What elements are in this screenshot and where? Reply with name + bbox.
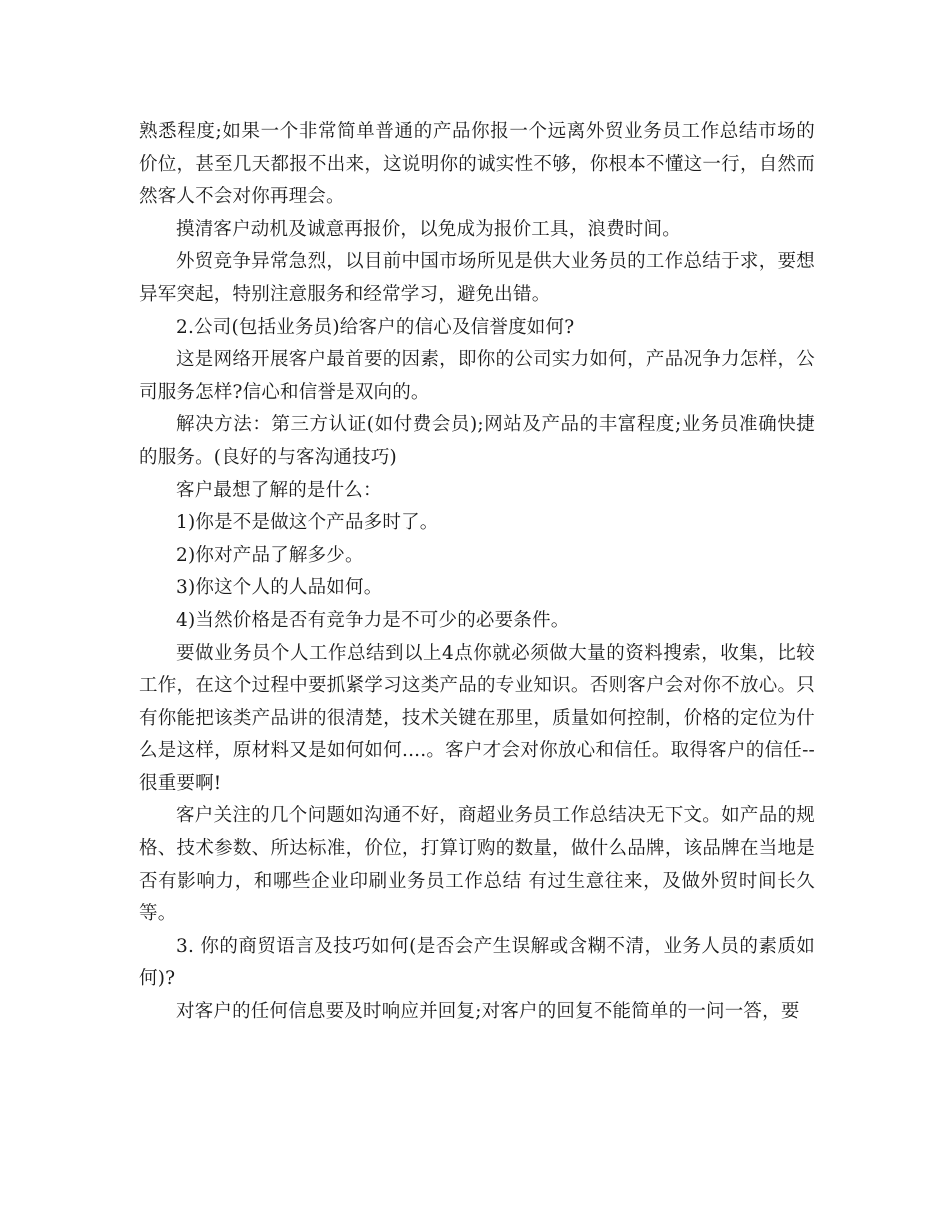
paragraph: 客户关注的几个问题如沟通不好，商超业务员工作总结决无下文。如产品的规格、技术参数、所达标准，价位，打算订购的数量，做什么品牌，该品牌在当地是否有影响力，和哪些企业印刷业务员工作总结 有过生意往来，及做外贸时间长久等。 (139, 805, 815, 925)
paragraph: 摸清客户动机及诚意再报价，以免成为报价工具，浪费时间。 (176, 218, 681, 240)
paragraph: 3)你这个人的人品如何。 (176, 577, 383, 599)
paragraph: 外贸竞争异常急烈，以目前中国市场所见是供大业务员的工作总结于求，要想异军突起，特别注意服务和经常学习，避免出错。 (139, 251, 815, 305)
paragraph: 3. 你的商贸语言及技巧如何(是否会产生误解或含糊不清，业务人员的素质如何)? (139, 935, 815, 990)
paragraph: 这是网络开展客户最首要的因素，即你的公司实力如何，产品况争力怎样，公司服务怎样?信心和信誉是双向的。 (139, 349, 815, 403)
paragraph: 对客户的任何信息要及时响应并回复;对客户的回复不能简单的一问一答，要 (176, 1001, 800, 1023)
paragraph: 解决方法：第三方认证(如付费会员);网站及产品的丰富程度;业务员准确快捷的服务。(良好的与客沟通技巧) (139, 414, 815, 468)
paragraph: 2.公司(包括业务员)给客户的信心及信誉度如何? (176, 316, 575, 338)
paragraph: 2)你对产品了解多少。 (176, 544, 364, 566)
paragraph: 要做业务员个人工作总结到以上4点你就必须做大量的资料搜索，收集，比较工作，在这个过程中要抓紧学习这类产品的专业知识。否则客户会对你不放心。只有你能把该类产品讲的很清楚，技术关键在那里，质量如何控制，价格的定位为什么是这样，原材料又是如何如何....。客户才会对你放心和信任。取得客户的信任--很重要啊! (139, 642, 815, 794)
document-body (139, 116, 815, 1029)
paragraph: 熟悉程度;如果一个非常简单普通的产品你报一个远离外贸业务员工作总结市场的价位，甚至几天都报不出来，这说明你的诚实性不够，你根本不懂这一行，自然而然客人不会对你再理会。 (139, 121, 815, 208)
paragraph: 1)你是不是做这个产品多时了。 (176, 512, 439, 534)
paragraph: 客户最想了解的是什么： (176, 479, 382, 501)
paragraph: 4)当然价格是否有竞争力是不可少的必要条件。 (176, 609, 570, 631)
